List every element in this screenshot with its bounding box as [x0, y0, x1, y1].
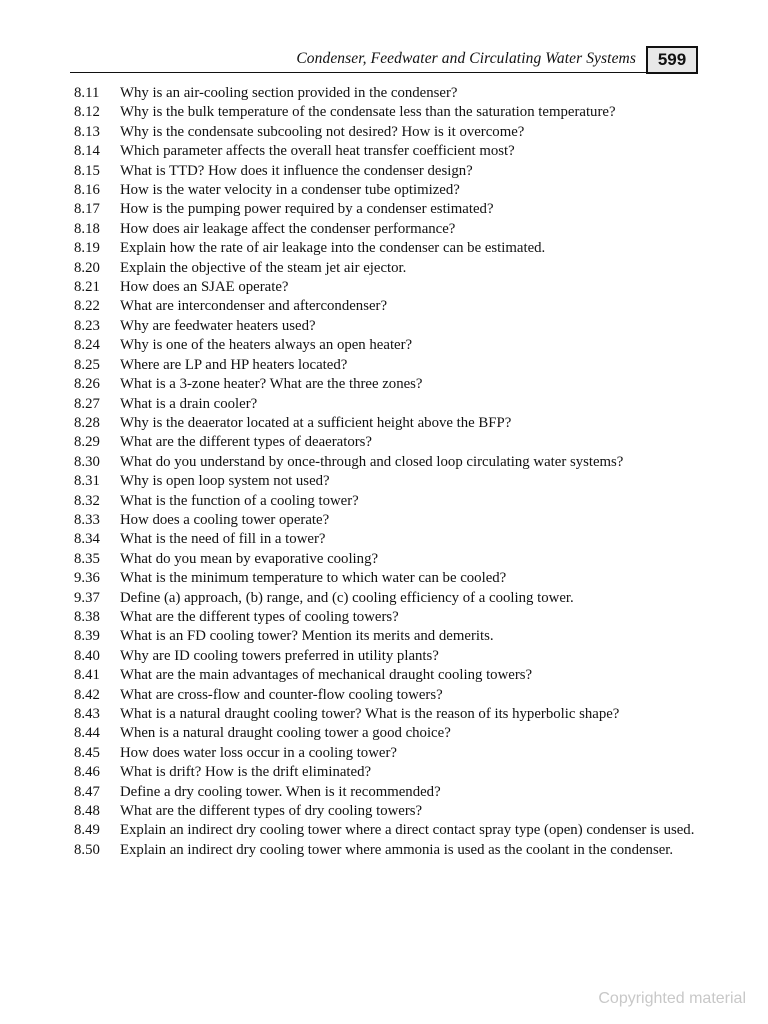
question-item — [70, 239, 700, 258]
question-number: 8.43 — [74, 706, 100, 722]
question-item — [70, 802, 700, 821]
question-text: What do you understand by once-through and closed loop circulating water systems? — [120, 453, 624, 470]
question-item — [70, 433, 700, 452]
question-number: 8.15 — [74, 162, 100, 179]
question-number: 8.21 — [74, 279, 100, 296]
question-number: 8.32 — [74, 492, 100, 509]
question-text: What is the minimum temperature to which water can be cooled? — [120, 570, 507, 587]
question-number: 8.13 — [74, 123, 100, 140]
question-text: What is drift? How is the drift eliminated? — [120, 764, 372, 781]
question-text: What is an FD cooling tower? Mention its merits and demerits. — [120, 628, 494, 645]
question-text: What are the different types of cooling towers? — [120, 608, 399, 625]
question-text: How is the pumping power required by a condenser estimated? — [120, 201, 494, 218]
question-number: 8.18 — [74, 220, 100, 237]
question-number: 8.27 — [74, 395, 100, 412]
question-item — [70, 375, 700, 394]
question-number: 8.44 — [74, 725, 100, 742]
question-number: 8.45 — [74, 744, 100, 761]
question-item — [70, 841, 700, 860]
question-item — [70, 84, 700, 103]
question-item — [70, 278, 700, 297]
running-header-title: Condenser, Feedwater and Circulating Water Systems — [296, 50, 636, 67]
question-item — [70, 763, 700, 782]
question-text: Why is the bulk temperature of the condensate less than the saturation temperature? — [120, 104, 616, 121]
question-item — [70, 259, 700, 278]
question-number: 8.28 — [74, 414, 100, 431]
question-item — [70, 530, 700, 549]
question-number: 9.37 — [74, 589, 100, 606]
question-number: 8.41 — [74, 667, 100, 684]
question-item — [70, 395, 700, 414]
question-number: 8.50 — [74, 841, 100, 858]
question-text: Explain how the rate of air leakage into the condenser can be estimated. — [120, 240, 546, 257]
question-number: 8.16 — [74, 182, 100, 199]
question-text: Why are feedwater heaters used? — [120, 317, 316, 334]
question-number: 8.39 — [74, 628, 100, 645]
question-list — [70, 84, 700, 860]
question-text: Why is an air-cooling section provided in the condenser? — [120, 85, 458, 101]
question-number: 8.25 — [74, 356, 100, 373]
question-number: 8.42 — [74, 686, 100, 703]
question-number: 8.17 — [74, 201, 100, 218]
question-item — [70, 724, 700, 743]
question-item — [70, 783, 700, 802]
question-text: What is a natural draught cooling tower? What is the reason of its hyperbolic shape? — [120, 706, 620, 722]
question-number: 8.11 — [74, 85, 100, 101]
running-header — [70, 46, 700, 74]
question-item — [70, 356, 700, 375]
question-text: How does air leakage affect the condenser performance? — [120, 220, 456, 237]
question-number: 8.22 — [74, 298, 100, 315]
question-text: How does a cooling tower operate? — [120, 511, 330, 528]
question-item — [70, 705, 700, 724]
question-text: Why is the deaerator located at a sufficient height above the BFP? — [120, 414, 512, 431]
copyright-watermark: Copyrighted material — [598, 990, 746, 1007]
question-item — [70, 162, 700, 181]
question-item — [70, 142, 700, 161]
question-text: Where are LP and HP heaters located? — [120, 356, 348, 373]
question-item — [70, 297, 700, 316]
question-text: Which parameter affects the overall heat transfer coefficient most? — [120, 143, 515, 160]
question-text: Explain an indirect dry cooling tower where a direct contact spray type (open) condenser is used. — [120, 822, 695, 839]
question-text: Define a dry cooling tower. When is it recommended? — [120, 783, 441, 800]
question-number: 8.47 — [74, 783, 100, 800]
question-item — [70, 666, 700, 685]
question-item — [70, 821, 700, 840]
question-text: How does water loss occur in a cooling tower? — [120, 744, 397, 761]
question-item — [70, 589, 700, 608]
question-text: When is a natural draught cooling tower a good choice? — [120, 725, 451, 742]
question-text: Why is open loop system not used? — [120, 473, 330, 490]
question-number: 8.34 — [74, 531, 100, 548]
question-text: What are intercondenser and aftercondenser? — [120, 298, 388, 315]
question-item — [70, 181, 700, 200]
question-number: 8.12 — [74, 104, 100, 121]
question-text: What is a drain cooler? — [120, 395, 258, 412]
question-item — [70, 550, 700, 569]
question-text: What are cross-flow and counter-flow cooling towers? — [120, 686, 443, 703]
question-number: 8.24 — [74, 337, 100, 354]
question-item — [70, 647, 700, 666]
question-text: Explain an indirect dry cooling tower where ammonia is used as the coolant in the condenser. — [120, 841, 674, 858]
question-text: How does an SJAE operate? — [120, 279, 289, 296]
question-text: What is the need of fill in a tower? — [120, 531, 326, 548]
question-item — [70, 200, 700, 219]
question-number: 8.20 — [74, 259, 100, 276]
question-text: What do you mean by evaporative cooling? — [120, 550, 379, 567]
question-item — [70, 492, 700, 511]
question-number: 8.31 — [74, 473, 100, 490]
question-item — [70, 627, 700, 646]
question-item — [70, 686, 700, 705]
question-number: 8.48 — [74, 803, 100, 820]
question-number: 8.23 — [74, 317, 100, 334]
question-item — [70, 453, 700, 472]
question-text: What is TTD? How does it influence the condenser design? — [120, 162, 473, 179]
question-text: Define (a) approach, (b) range, and (c) cooling efficiency of a cooling tower. — [120, 589, 574, 606]
question-text: What are the main advantages of mechanical draught cooling towers? — [120, 667, 533, 684]
header-rule — [70, 72, 648, 73]
question-text: What are the different types of deaerators? — [120, 434, 372, 451]
question-item — [70, 744, 700, 763]
question-number: 8.40 — [74, 647, 100, 664]
question-number: 8.19 — [74, 240, 100, 257]
question-item — [70, 317, 700, 336]
question-number: 8.38 — [74, 608, 100, 625]
question-number: 8.33 — [74, 511, 100, 528]
question-text: How is the water velocity in a condenser tube optimized? — [120, 182, 460, 199]
question-item — [70, 220, 700, 239]
question-number: 8.49 — [74, 822, 100, 839]
question-text: Why is one of the heaters always an open heater? — [120, 337, 413, 354]
question-item — [70, 472, 700, 491]
page-number-badge: 599 — [646, 46, 698, 74]
question-item — [70, 569, 700, 588]
question-number: 8.35 — [74, 550, 100, 567]
question-item — [70, 123, 700, 142]
question-text: What is the function of a cooling tower? — [120, 492, 359, 509]
question-text: Explain the objective of the steam jet air ejector. — [120, 259, 407, 276]
question-text: What is a 3-zone heater? What are the three zones? — [120, 376, 423, 393]
question-number: 9.36 — [74, 570, 100, 587]
question-item — [70, 103, 700, 122]
question-item — [70, 336, 700, 355]
question-number: 8.14 — [74, 143, 100, 160]
question-item — [70, 414, 700, 433]
question-number: 8.26 — [74, 376, 100, 393]
question-item — [70, 511, 700, 530]
question-text: What are the different types of dry cooling towers? — [120, 803, 423, 820]
question-number: 8.46 — [74, 764, 100, 781]
question-text: Why is the condensate subcooling not desired? How is it overcome? — [120, 123, 525, 140]
question-number: 8.29 — [74, 434, 100, 451]
question-number: 8.30 — [74, 453, 100, 470]
question-text: Why are ID cooling towers preferred in utility plants? — [120, 647, 439, 664]
question-item — [70, 608, 700, 627]
